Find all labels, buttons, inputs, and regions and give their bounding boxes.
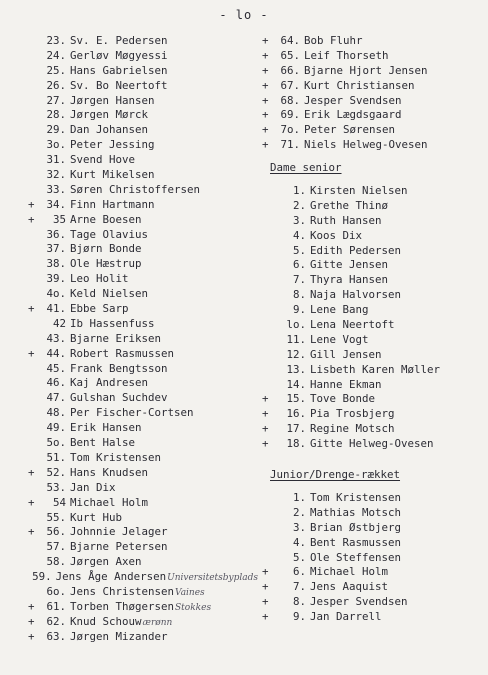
entry-number: 18. [286,437,306,451]
plus-mark: + [28,599,35,613]
entry-name: Jesper Svendsen [310,595,408,609]
entry-number: 33. [46,182,66,196]
list-item [28,570,258,585]
entry-name: Grethe Thinø [310,198,389,212]
entry-number: 46. [46,376,66,390]
entry-name: Jens Christensen [70,584,175,598]
list-item [28,183,258,198]
entry-number: 66. [280,63,300,77]
list-item [28,630,258,645]
list-item [28,347,258,362]
list-item [28,525,258,540]
entry-number: 8. [292,595,306,609]
entry-name: Gitte Jensen [310,258,389,272]
list-item [28,108,258,123]
entry-name: Leo Holit [70,272,129,286]
plus-mark: + [28,614,35,628]
plus-mark: + [28,525,35,539]
list-item [262,199,484,214]
entry-number: 63. [46,629,66,643]
plus-mark: + [28,346,35,360]
list-item [262,580,484,595]
entry-name: Ruth Hansen [310,213,382,227]
list-item [262,229,484,244]
entry-number: 23. [46,34,66,47]
entry-name: Gulshan Suchdev [70,391,168,405]
entry-number: 52. [46,465,66,479]
entry-name: Leif Thorseth [304,48,389,62]
list-item [262,108,484,123]
entry-number: 62. [46,614,66,628]
entry-number: 7. [292,273,306,287]
list-item [262,303,484,318]
entry-number: 56. [46,525,66,539]
entry-name: Kurt Mikelsen [70,168,155,182]
plus-mark: + [262,108,269,122]
plus-mark: + [262,63,269,77]
entry-number: 11. [286,332,306,346]
list-item [28,34,258,49]
entry-name: Kaj Andresen [70,376,149,390]
entry-number: 24. [46,48,66,62]
plus-mark: + [28,212,35,226]
entry-number: 41. [46,302,66,316]
list-item [28,272,258,287]
list-item [262,551,484,566]
list-item [28,466,258,481]
entry-name: Gitte Helweg-Ovesen [310,437,434,451]
handwritten-note: Stokkes [175,602,212,613]
list-item [262,610,484,625]
list-item [262,288,484,303]
entry-number: 35 [52,212,66,226]
entry-number: 37. [46,242,66,256]
entry-name: Bjørn Bonde [70,242,142,256]
entry-number: 5o. [46,436,66,450]
entry-number: 55. [46,510,66,524]
entry-number: 67. [280,78,300,92]
plus-mark: + [262,407,269,421]
continued-list [262,34,484,153]
entry-name: Johnnie Jelager [70,525,168,539]
entry-number: 9. [292,303,306,317]
entry-number: 36. [46,227,66,241]
entry-number: 57. [46,540,66,554]
entry-name: Brian Østbjerg [310,520,402,534]
entry-name: Jesper Svendsen [304,93,402,107]
entry-number: 13. [286,362,306,376]
list-item [28,138,258,153]
entry-name: Gill Jensen [310,347,382,361]
entry-number: 1. [292,184,306,198]
entry-name: Jørgen Hansen [70,93,155,107]
entry-name: Ebbe Sarp [70,302,129,316]
plus-mark: + [28,465,35,479]
entry-number: 42 [52,316,66,330]
list-item [28,391,258,406]
list-item [262,506,484,521]
entry-number: 2. [292,505,306,519]
entry-name: Sv. Bo Neertoft [70,78,168,92]
entry-name: Ole Hæstrup [70,257,142,271]
list-item [262,363,484,378]
junior-heading: Junior/Drenge-rækket [270,468,401,482]
entry-name: Hans Gabrielsen [70,63,168,77]
plus-mark: + [262,78,269,92]
entry-number: 45. [46,361,66,375]
list-item [28,198,258,213]
entry-number: 47. [46,391,66,405]
entry-name: Michael Holm [310,565,389,579]
entry-name: Thyra Hansen [310,273,389,287]
list-item [28,302,258,317]
plus-mark: + [262,565,269,579]
list-item [28,511,258,526]
entry-number: 38. [46,257,66,271]
entry-number: 59. [32,570,52,584]
list-item [262,378,484,393]
list-item [262,437,484,452]
entry-number: 65. [280,48,300,62]
entry-name: Hanne Ekman [310,377,382,391]
entry-number: 54 [52,495,66,509]
list-item [262,595,484,610]
list-item [28,600,258,615]
entry-name: Tove Bonde [310,392,376,406]
list-item [262,34,484,49]
entry-number: 26. [46,78,66,92]
plus-mark: + [262,437,269,451]
entry-name: Ole Steffensen [310,550,402,564]
entry-name: Peter Sørensen [304,123,396,137]
entry-name: Michael Holm [70,495,149,509]
entry-number: 12. [286,347,306,361]
entry-name: Jens Åge Andersen [55,570,167,584]
entry-name: Edith Pedersen [310,243,402,257]
entry-name: Lene Bang [310,303,369,317]
entry-name: Gerløv Møgyessi [70,48,168,62]
list-item [262,123,484,138]
entry-number: 5. [292,550,306,564]
entry-name: Lena Neertoft [310,318,395,332]
handwritten-note: Universitetsbyplads [167,573,258,584]
entry-name: Jan Dix [70,480,116,494]
entry-name: Niels Helweg-Ovesen [304,138,428,152]
list-item [28,317,258,332]
entry-name: Jørgen Mørck [70,108,149,122]
entry-name: Jørgen Mizander [70,629,168,643]
entry-number: 34. [46,197,66,211]
entry-number: 68. [280,93,300,107]
entry-number: 7o. [280,123,300,137]
entry-name: Tom Kristensen [70,450,162,464]
list-item [28,64,258,79]
entry-name: Dan Johansen [70,123,149,137]
list-item [28,451,258,466]
entry-number: 9. [292,610,306,624]
list-item [28,540,258,555]
plus-mark: + [28,197,35,211]
list-item [28,362,258,377]
entry-number: 3. [292,213,306,227]
entry-number: 7. [292,580,306,594]
entry-number: 27. [46,93,66,107]
list-item [28,481,258,496]
entry-name: Bjarne Petersen [70,540,168,554]
list-item [262,64,484,79]
list-item [28,332,258,347]
list-item [262,491,484,506]
entry-name: Erik Hansen [70,421,142,435]
entry-name: Kurt Christiansen [304,78,415,92]
list-item [28,94,258,109]
plus-mark: + [262,123,269,137]
list-item [28,585,258,600]
entry-number: 16. [286,407,306,421]
entry-number: 44. [46,346,66,360]
entry-number: 3o. [46,138,66,152]
entry-name: Regine Motsch [310,422,395,436]
entry-number: 6. [292,258,306,272]
entry-name: Keld Nielsen [70,287,149,301]
entry-name: Jens Aaquist [310,580,389,594]
entry-name: Koos Dix [310,228,363,242]
dame-senior-heading: Dame senior [270,161,342,175]
junior-list [262,491,484,625]
list-item [28,79,258,94]
entry-number: 71. [280,138,300,152]
entry-number: 4. [292,535,306,549]
entry-name: Sv. E. Pedersen [70,34,168,47]
page-number: - lo - [219,8,269,22]
entry-number: 4o. [46,287,66,301]
plus-mark: + [262,138,269,152]
list-item [28,376,258,391]
entry-name: Erik Lægdsgaard [304,108,402,122]
entry-number: 69. [280,108,300,122]
entry-number: 4. [292,228,306,242]
entry-name: Bob Fluhr [304,34,363,47]
left-column-list [28,34,258,645]
list-item [262,258,484,273]
entry-number: 48. [46,406,66,420]
list-item [28,555,258,570]
list-item [262,273,484,288]
list-item [262,392,484,407]
entry-name: Per Fischer-Cortsen [70,406,194,420]
plus-mark: + [262,610,269,624]
list-item [262,318,484,333]
entry-name: Hans Knudsen [70,465,149,479]
entry-number: 6o. [46,584,66,598]
entry-name: Tage Olavius [70,227,149,241]
plus-mark: + [262,392,269,406]
entry-number: 31. [46,153,66,167]
list-item [28,153,258,168]
right-column [262,34,484,625]
entry-name: Tom Kristensen [310,490,402,504]
entry-number: 49. [46,421,66,435]
plus-mark: + [262,595,269,609]
list-item [262,422,484,437]
entry-number: 1. [292,490,306,504]
list-item [262,565,484,580]
list-item [28,436,258,451]
entry-number: 2. [292,198,306,212]
entry-name: Arne Boesen [70,212,142,226]
list-item [262,521,484,536]
handwritten-note: ærønn [142,617,173,628]
entry-name: Frank Bengtsson [70,361,168,375]
list-item [262,348,484,363]
entry-number: 29. [46,123,66,137]
entry-name: Pia Trosbjerg [310,407,395,421]
entry-name: Lisbeth Karen Møller [310,362,441,376]
entry-number: 25. [46,63,66,77]
plus-mark: + [262,422,269,436]
list-item [262,94,484,109]
entry-number: 61. [46,599,66,613]
list-item [28,228,258,243]
list-item [28,168,258,183]
list-item [262,407,484,422]
list-item [262,333,484,348]
list-item [262,536,484,551]
dame-senior-list [262,184,484,452]
entry-number: 43. [46,331,66,345]
entry-number: 64. [280,34,300,47]
entry-number: 5. [292,243,306,257]
entry-number: 32. [46,168,66,182]
entry-number: 28. [46,108,66,122]
list-item [262,184,484,199]
entry-number: 53. [46,480,66,494]
entry-number: 17. [286,422,306,436]
list-item [28,421,258,436]
entry-name: Knud Schouw [70,614,142,628]
entry-name: Torben Thøgersen [70,599,175,613]
entry-name: Bjarne Hjort Jensen [304,63,428,77]
list-item [262,214,484,229]
handwritten-note: Vaines [175,587,205,598]
entry-name: Kurt Hub [70,510,123,524]
entry-number: lo. [286,318,306,332]
list-item [28,242,258,257]
entry-number: 51. [46,450,66,464]
list-item [28,615,258,630]
list-item [28,287,258,302]
entry-name: Bent Rasmussen [310,535,402,549]
entry-number: 3. [292,520,306,534]
list-item [28,213,258,228]
plus-mark: + [28,495,35,509]
entry-number: 8. [292,288,306,302]
list-item [262,49,484,64]
plus-mark: + [262,34,269,47]
plus-mark: + [262,93,269,107]
plus-mark: + [28,302,35,316]
entry-number: 15. [286,392,306,406]
list-item [28,257,258,272]
entry-number: 39. [46,272,66,286]
list-item [28,49,258,64]
entry-name: Ib Hassenfuss [70,316,155,330]
entry-name: Jørgen Axen [70,555,142,569]
list-item [262,244,484,259]
list-item [28,406,258,421]
entry-name: Peter Jessing [70,138,155,152]
entry-name: Finn Hartmann [70,197,155,211]
list-item [262,138,484,153]
entry-name: Jan Darrell [310,610,382,624]
entry-number: 14. [286,377,306,391]
plus-mark: + [28,629,35,643]
entry-name: Søren Christoffersen [70,182,201,196]
list-item [262,79,484,94]
entry-name: Lene Vogt [310,332,369,346]
entry-number: 6. [292,565,306,579]
list-item [28,496,258,511]
entry-name: Svend Hove [70,153,136,167]
entry-number: 58. [46,555,66,569]
entry-name: Bjarne Eriksen [70,331,162,345]
plus-mark: + [262,580,269,594]
entry-name: Robert Rasmussen [70,346,175,360]
entry-name: Bent Halse [70,436,136,450]
entry-name: Mathias Motsch [310,505,402,519]
entry-name: Naja Halvorsen [310,288,402,302]
list-item [28,123,258,138]
entry-name: Kirsten Nielsen [310,184,408,198]
plus-mark: + [262,48,269,62]
